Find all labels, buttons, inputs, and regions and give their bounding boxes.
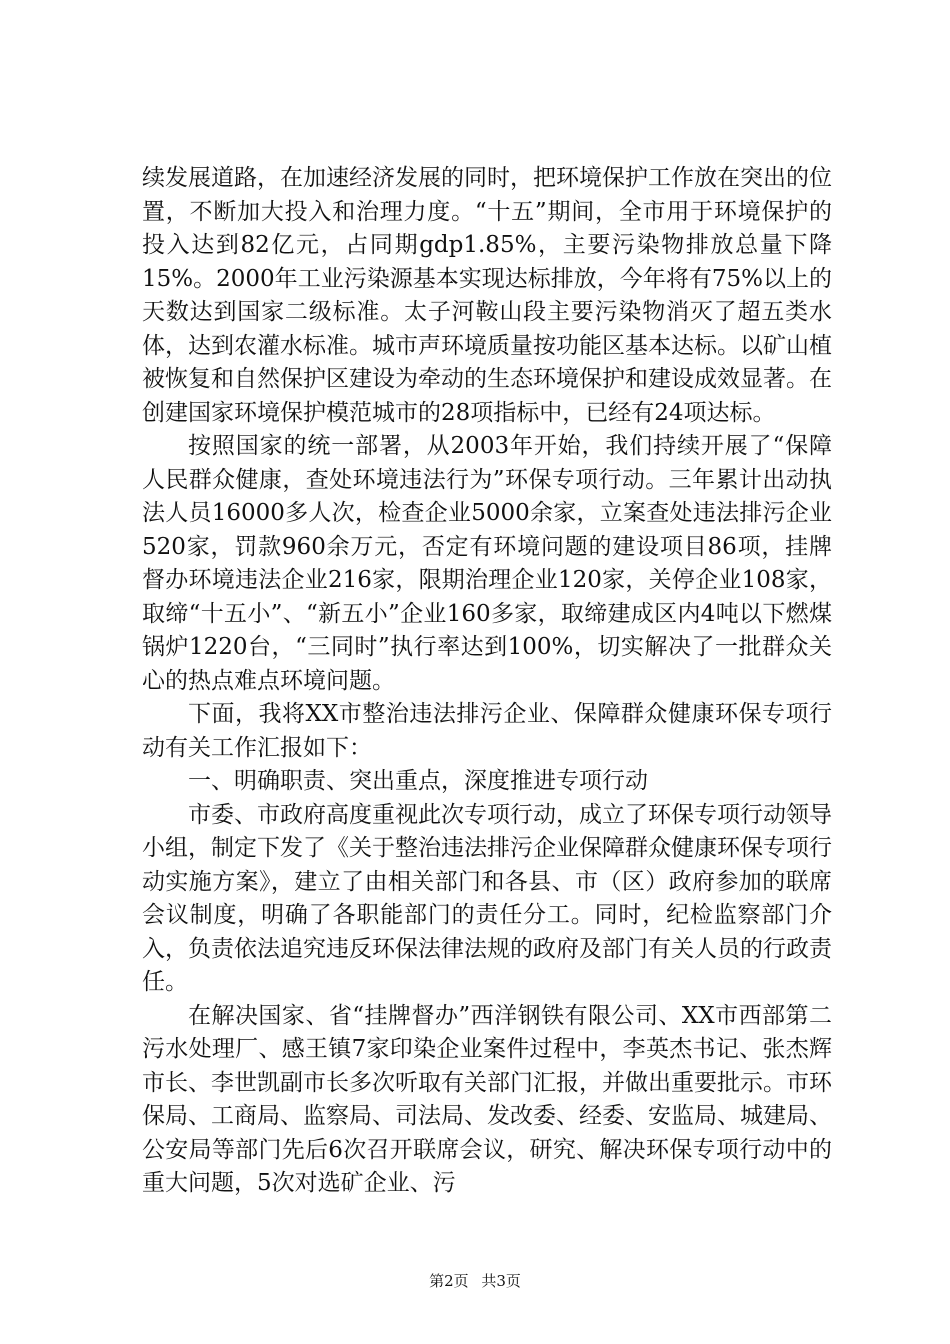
paragraph-supervision-cases: 在解决国家、省“挂牌督办”西洋钢铁有限公司、XX市西部第二污水处理厂、感王镇7家印染企业案件过程中，李英杰书记、张杰辉市长、李世凯副市长多次听取有关部门汇报，并做出重要批示。市环保局、工商局、监察局、司法局、发改委、经委、安监局、城建局、公安局等部门先后6次召开联席会议，研究、解决环保专项行动中的重大问题，5次对选矿企业、污 (142, 1002, 832, 1196)
page-total: 共3页 (481, 1272, 521, 1290)
paragraph-continuation: 续发展道路，在加速经济发展的同时，把环境保护工作放在突出的位置，不断加大投入和治理力度。“十五”期间，全市用于环境保护的投入达到82亿元，占同期gdp1.85%，主要污染物排放总量下降15%。2000年工业污染源基本实现达标排放，今年将有75%以上的天数达到国家二级标准。太子河鞍山段主要污染物消灭了超五类水体，达到农灌水标准。城市声环境质量按功能区基本达标。以矿山植被恢复和自然保护区建设为牵动的生态环境保护和建设成效显著。在创建国家环境保护模范城市的28项指标中，已经有24项达标。 (142, 165, 832, 426)
section-heading-1: 一、明确职责、突出重点，深度推进专项行动 (188, 768, 648, 794)
document-body (142, 162, 832, 1201)
paragraph-report-intro: 下面，我将XX市整治违法排污企业、保障群众健康环保专项行动有关工作汇报如下： (142, 701, 832, 761)
paragraph-leadership: 市委、市政府高度重视此次专项行动，成立了环保专项行动领导小组，制定下发了《关于整治违法排污企业保障群众健康环保专项行动实施方案》，建立了由相关部门和各县、市（区）政府参加的联席会议制度，明确了各职能部门的责任分工。同时，纪检监察部门介入，负责依法追究违反环保法律法规的政府及部门有关人员的行政责任。 (142, 801, 832, 995)
paragraph-special-action: 按照国家的统一部署，从2003年开始，我们持续开展了“保障人民群众健康，查处环境违法行为”环保专项行动。三年累计出动执法人员16000多人次，检查企业5000余家，立案查处违法排污企业520家，罚款960余万元，否定有环境问题的建设项目86项，挂牌督办环境违法企业216家，限期治理企业120家，关停企业108家，取缔“十五小”、“新五小”企业160多家，取缔建成区内4吨以下燃煤锅炉1220台，“三同时”执行率达到100%，切实解决了一批群众关心的热点难点环境问题。 (142, 433, 832, 694)
page-footer (0, 1270, 950, 1291)
page-number: 第2页 (429, 1272, 469, 1290)
